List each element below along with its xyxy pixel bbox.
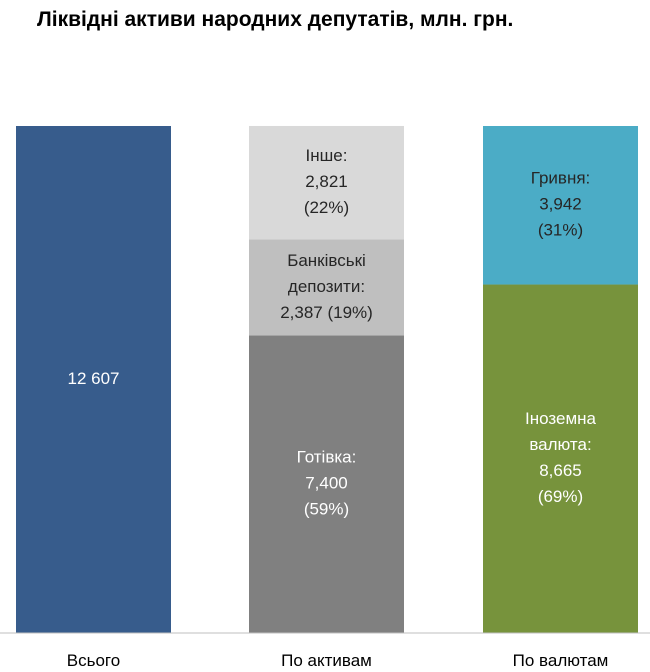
- data-label-2-1-1: 3,942: [539, 194, 582, 214]
- data-label-1-1-1: депозити:: [287, 276, 366, 296]
- data-label-1-1-2: 2,387 (19%): [280, 302, 373, 322]
- data-label-1-0-0: Готівка:: [296, 447, 357, 467]
- data-label-1-1-0: Банківські: [287, 250, 366, 270]
- data-label-1-2-2: (22%): [303, 198, 350, 218]
- data-label-2-0-2: 8,665: [539, 461, 582, 481]
- x-tick-label-0: Всього: [66, 651, 121, 670]
- data-label-2-1-0: Гривня:: [530, 168, 591, 188]
- data-label-1-0-2: (59%): [303, 499, 350, 519]
- data-label-1-0-1: 7,400: [305, 473, 348, 493]
- chart-title: Ліквідні активи народних депутатів, млн. грн.: [37, 8, 514, 31]
- x-tick-label-2: По валютам: [512, 651, 609, 670]
- data-label-1-2-0: Інше:: [305, 146, 348, 166]
- data-label-2-0-0: Іноземна: [525, 409, 596, 429]
- data-label-0-0-0: 12 607: [67, 368, 120, 388]
- data-label-1-2-1: 2,821: [305, 172, 348, 192]
- bar-segment-2-0: [483, 285, 638, 633]
- x-tick-label-1: По активам: [281, 651, 372, 670]
- data-label-2-0-3: (69%): [537, 487, 584, 507]
- data-label-2-1-2: (31%): [537, 220, 584, 240]
- data-label-2-0-1: валюта:: [529, 435, 592, 455]
